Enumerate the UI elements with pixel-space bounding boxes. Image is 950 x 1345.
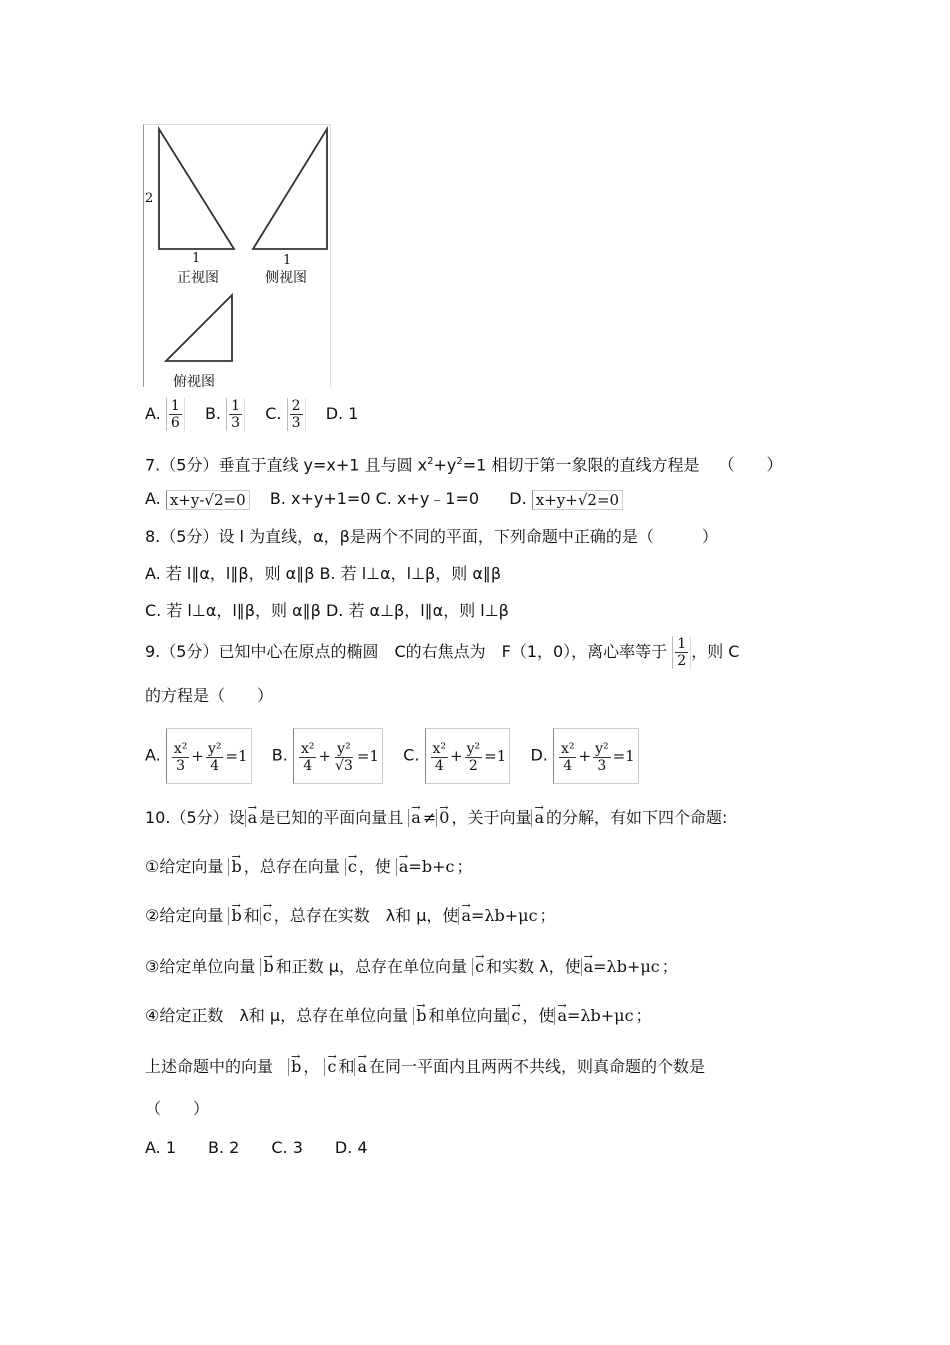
q6-option-d-label: D. [325,404,344,423]
vector-a: → a [408,809,423,827]
vector-c: → c [508,1007,522,1025]
q7-option-c-value: x+y﹣1=0 [396,489,480,508]
side-base-label: 1 [283,253,292,268]
vector-a: → a [354,1058,369,1076]
side-view-caption: 侧视图 [265,270,307,286]
q7-stem: 7.（5分）垂直于直线 y=x+1 且与圆 $x^2+y^2=1$ 相切于第一象限的直线方程是 （ ） [145,455,783,475]
vector-b: → b [288,1058,303,1076]
front-view-triangle [159,129,234,249]
q6-option-d-value: 1 [348,404,359,423]
q7-option-d-formula: x+y+√2=0 [532,490,623,510]
side-view-triangle [253,129,327,249]
q9-stem: 9.（5分）已知中心在原点的椭圆 C的右焦点为 F（1，0），离心率等于 $\frac{1}{2}$ ，则 C [145,636,740,669]
height-label: 2 [145,191,154,206]
q7-option-b-value: x+y+1=0 [290,489,371,508]
vector-a: → a [531,809,546,827]
equation-a-b-plus-c: → a=b+c [396,858,457,876]
q10-proposition-1: ①给定向量 → b ，总存在向量 → c ，使 → a=b+c ； [145,857,472,877]
front-view-caption: 正视图 [177,270,219,286]
vector-zero: → 0 [436,809,451,827]
vector-c: → c [324,1058,338,1076]
q10-answer-paren: （ ） [145,1099,210,1118]
equation-a-lambda-b-mu-c: → a=λb+μc [554,1007,635,1025]
equation-a-lambda-b-mu-c: → a=λb+μc [581,958,662,976]
q6-option-a-fraction: $\frac{1}{6}$ [166,398,185,431]
q9-option-a-equation: $\frac{\text{x²}}{3}$ + $\frac{\text{y²}}{4}$ =1 [166,728,252,784]
vector-c: → c [472,958,486,976]
q6-option-c-fraction: $\frac{2}{3}$ [287,398,306,431]
equation-a-lambda-b-mu-c: → a=λb+μc [458,907,539,925]
q8-options-cd: C. 若 l⊥α，l∥β，则 α∥β D. 若 α⊥β，l∥α，则 l⊥β [145,601,509,620]
q10-proposition-4: ④给定正数 λ和 μ，总存在单位向量 → b 和单位向量→ c ，使→ a=λb+μc ； [145,1006,652,1026]
q10-options: A. 1 B. 2 C. 3 D. 4 [145,1138,368,1157]
front-base-label: 1 [192,251,201,266]
three-view-figure [143,124,331,390]
q10-proposition-3: ③给定单位向量 → b 和正数 μ，总存在单位向量 → c 和实数 λ，使→ a=λb+μc ； [145,957,678,977]
vector-b: → b [228,907,243,925]
vector-c: → c [260,907,274,925]
q9-options: A. $\frac{\text{x²}}{3}$ + $\frac{\text{y²}}{4}$ =1 B. $\frac{\text{x²}}{4}$ + $\frac{\text{y²}}{√3}$ =1 C. $\frac{\text{x²}}{4}$ + $\frac{\text{y²}}{2}$ =1 D. $\frac{\text{x²}}{4}$ + $\frac{\text{y²}}{3}$ =1 [145,728,639,784]
vector-b: → b [228,858,243,876]
q7-option-a-formula: x+y-√2=0 [166,490,250,510]
q9-eccentricity-fraction: $\frac{1}{2}$ [672,636,691,669]
q6-option-b-fraction: $\frac{1}{3}$ [226,398,245,431]
vector-a: → a [245,809,260,827]
q9-option-b-equation: $\frac{\text{x²}}{4}$ + $\frac{\text{y²}}{√3}$ =1 [293,728,383,784]
q6-option-c-label: C. [265,404,282,423]
top-view-caption: 俯视图 [173,374,215,390]
q10-stem: 10.（5分）设→ a 是已知的平面向量且 → a ≠→ 0 ，关于向量→ a 的分解，有如下四个命题: [145,808,727,828]
q8-stem: 8.（5分）设 l 为直线，α，β是两个不同的平面，下列命题中正确的是（ ） [145,527,718,546]
q6-options [145,396,358,432]
q9-stem-cont: 的方程是（ ） [145,686,274,705]
q7-options: A. x+y-√2=0 B. x+y+1=0 C. x+y﹣1=0 D. x+y+√2=0 [145,489,623,510]
q6-option-a-label: A. [145,404,161,423]
top-view-triangle [166,295,232,361]
q10-conclusion: 上述命题中的向量 → b ， → c 和→ a 在同一平面内且两两不共线，则真命题的个数是 [145,1057,705,1077]
vector-b: → b [413,1007,428,1025]
three-view-drawing [144,125,330,387]
q6-option-b-label: B. [204,404,222,423]
q9-option-c-equation: $\frac{\text{x²}}{4}$ + $\frac{\text{y²}}{2}$ =1 [425,728,511,784]
vector-c: → c [345,858,359,876]
q9-option-d-equation: $\frac{\text{x²}}{4}$ + $\frac{\text{y²}}{3}$ =1 [553,728,639,784]
vector-b: → b [260,958,275,976]
q8-options-ab: A. 若 l∥α，l∥β，则 α∥β B. 若 l⊥α，l⊥β，则 α∥β [145,564,502,583]
q10-proposition-2: ②给定向量 → b 和→ c ，总存在实数 λ和 μ，使→ a=λb+μc ； [145,906,556,926]
